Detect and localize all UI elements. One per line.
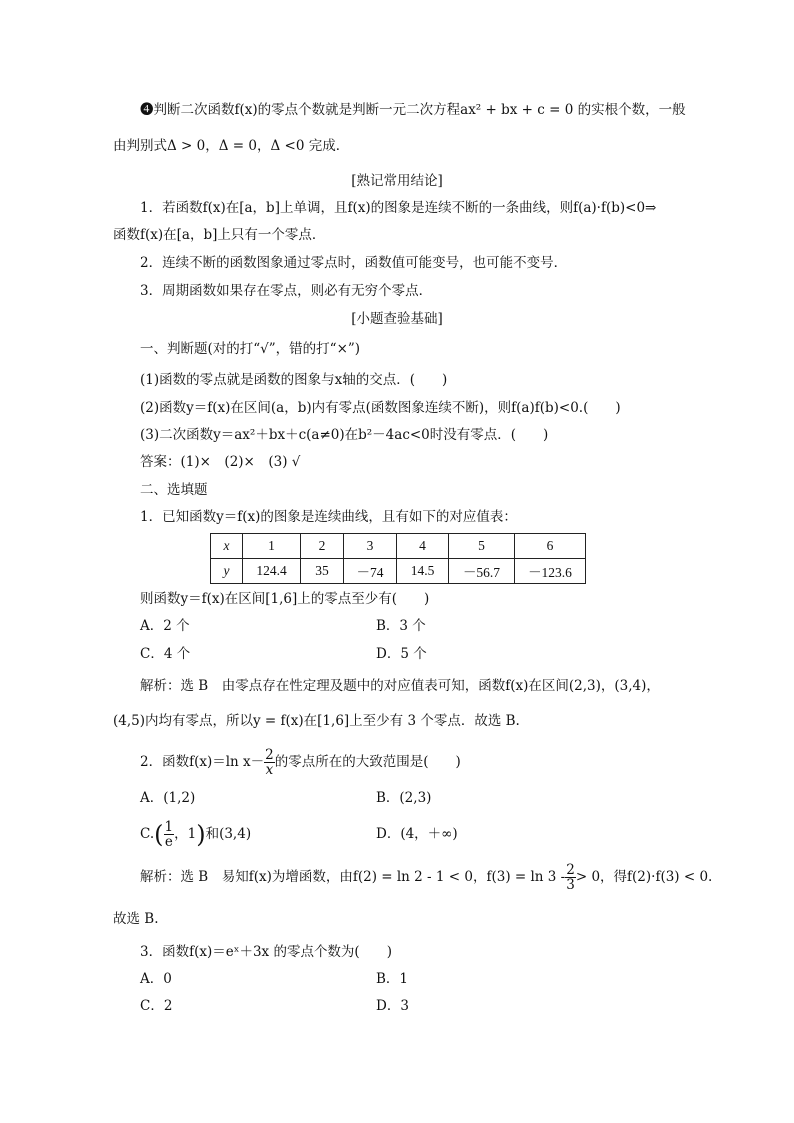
problem-2-option-d: D．(4，＋∞) bbox=[376, 826, 458, 842]
intro-line-1: ❹判断二次函数f(x)的零点个数就是判断一元二次方程ax² + bx + c = 0 的实根个数，一般 bbox=[140, 102, 686, 118]
section-title-conclusions: [熟记常用结论] bbox=[351, 173, 443, 189]
problem-1-option-d: D．5 个 bbox=[376, 646, 427, 662]
problem-2-option-c: C.( $\frac{1}{e}$ ，1)和(3,4) bbox=[140, 819, 252, 850]
fraction: $\frac{2}{x}$ bbox=[265, 747, 274, 778]
fraction: $\frac{2}{3}$ bbox=[566, 862, 575, 893]
problem-3-option-c: C．2 bbox=[140, 998, 173, 1014]
table-cell: 2 bbox=[301, 534, 344, 559]
table-cell: 1 bbox=[243, 534, 301, 559]
conclusion-2: 2．连续不断的函数图象通过零点时，函数值可能变号，也可能不变号． bbox=[140, 255, 568, 271]
table-cell: 6 bbox=[515, 534, 586, 559]
problem-2-option-b: B．(2,3) bbox=[376, 790, 432, 806]
intro-line-2: 由判别式Δ > 0，Δ = 0，Δ <0 完成． bbox=[113, 138, 350, 154]
table-cell: －74 bbox=[344, 559, 397, 584]
problem-2-analysis-line-1: 解析：选 B 易知f(x)为增函数，由f(2) = ln 2 - 1 < 0，f(3) = ln 3 - $\frac{2}{3}$ > 0，得f(2)·f(3) < 0. bbox=[140, 862, 713, 893]
part-1-title: 一、判断题(对的打“√”，错的打“×”) bbox=[140, 341, 361, 357]
problem-3-option-a: A．0 bbox=[140, 971, 172, 987]
problem-3-stem: 3．函数f(x)＝eˣ＋3x 的零点个数为( ) bbox=[140, 944, 392, 960]
problem-2-stem: 2．函数f(x)＝ln x－ $\frac{2}{x}$ 的零点所在的大致范围是( ) bbox=[140, 747, 461, 778]
judge-answer: 答案：(1)× (2)× (3) √ bbox=[140, 454, 301, 470]
value-table bbox=[210, 533, 586, 584]
table-cell: 14.5 bbox=[397, 559, 449, 584]
table-row bbox=[211, 534, 586, 559]
fraction: $\frac{1}{e}$ bbox=[164, 819, 174, 850]
table-cell: 35 bbox=[301, 559, 344, 584]
table-cell: －56.7 bbox=[449, 559, 515, 584]
problem-3-option-d: D．3 bbox=[376, 998, 409, 1014]
problem-1-option-c: C．4 个 bbox=[140, 646, 191, 662]
conclusion-1-line-2: 函数f(x)在[a，b]上只有一个零点． bbox=[113, 227, 326, 243]
problem-3-option-b: B．1 bbox=[376, 971, 409, 987]
part-2-title: 二、选填题 bbox=[140, 482, 208, 498]
problem-1-option-a: A．2 个 bbox=[140, 618, 190, 634]
problem-1-option-b: B．3 个 bbox=[376, 618, 426, 634]
table-row bbox=[211, 559, 586, 584]
problem-1-analysis-line-1: 解析：选 B 由零点存在性定理及题中的对应值表可知，函数f(x)在区间(2,3)，(3,4)， bbox=[140, 678, 660, 694]
problem-1-question: 则函数y＝f(x)在区间[1,6]上的零点至少有( ) bbox=[140, 591, 430, 607]
problem-1-stem: 1．已知函数y＝f(x)的图象是连续曲线，且有如下的对应值表： bbox=[140, 509, 517, 525]
problem-1-analysis-line-2: (4,5)内均有零点，所以y = f(x)在[1,6]上至少有 3 个零点．故选 B. bbox=[113, 713, 520, 729]
judge-question-3: (3)二次函数y＝ax²＋bx＋c(a≠0)在b²－4ac<0时没有零点．( ) bbox=[140, 427, 549, 443]
table-cell: x bbox=[211, 534, 243, 559]
table-cell: 124.4 bbox=[243, 559, 301, 584]
conclusion-3: 3．周期函数如果存在零点，则必有无穷个零点． bbox=[140, 283, 433, 299]
judge-question-2: (2)函数y＝f(x)在区间(a，b)内有零点(函数图象连续不断)，则f(a)f(b)<0.( ) bbox=[140, 400, 621, 416]
judge-question-1: (1)函数的零点就是函数的图象与x轴的交点．( ) bbox=[140, 372, 448, 388]
problem-2-analysis-line-2: 故选 B. bbox=[113, 911, 159, 927]
table-cell: 4 bbox=[397, 534, 449, 559]
table-cell: －123.6 bbox=[515, 559, 586, 584]
conclusion-1-line-1: 1．若函数f(x)在[a，b]上单调，且f(x)的图象是连续不断的一条曲线，则f(a)·f(b)<0⇒ bbox=[140, 200, 657, 216]
problem-2-option-a: A．(1,2) bbox=[140, 790, 196, 806]
table-cell: 3 bbox=[344, 534, 397, 559]
table-cell: y bbox=[211, 559, 243, 584]
section-title-practice: [小题查验基础] bbox=[351, 311, 443, 327]
table-cell: 5 bbox=[449, 534, 515, 559]
